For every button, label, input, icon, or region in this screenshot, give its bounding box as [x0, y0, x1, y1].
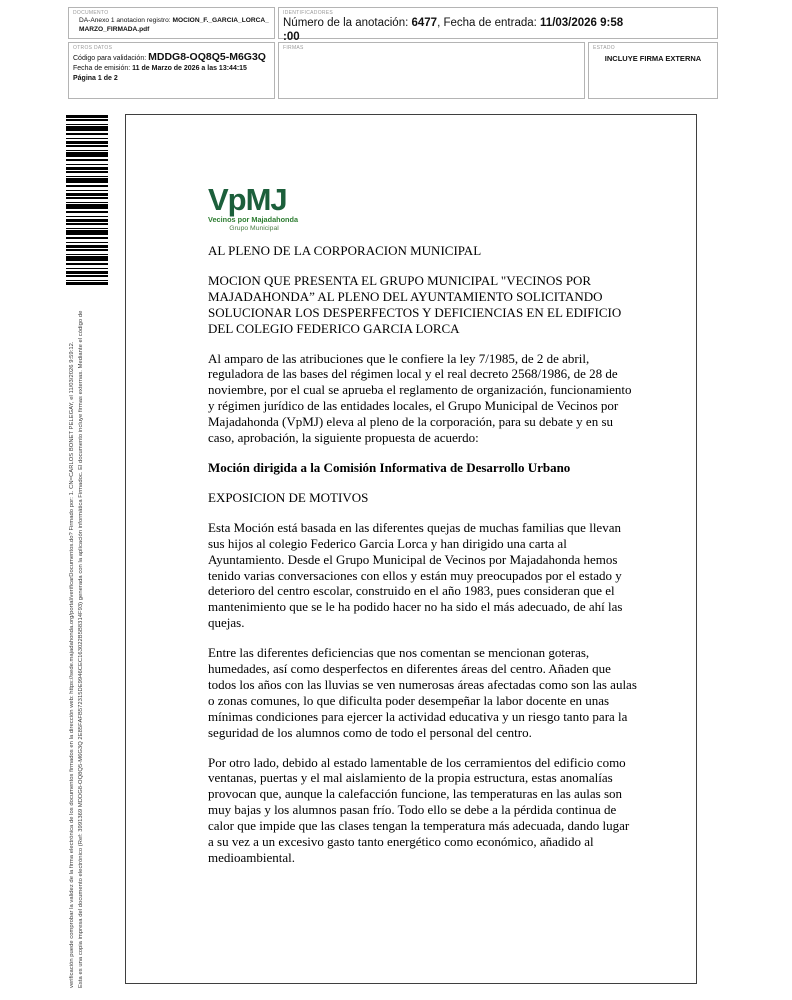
- fecha-entrada-value: 11/03/2026 9:58: [540, 17, 624, 29]
- verification-vertical-text-inner: Esta es una copia impresa del documento electrónico (Ref: 3991369 MDDG8-OQ8Q5-M6G3Q 2E85FAFB572315DE9946CEC163022B5B8314F93) generada con la aplicación informática Firmadoc. El documento incluye firmas externas. Mediante el código de: [78, 310, 84, 988]
- documento-value: [73, 17, 270, 34]
- fecha-entrada-continuation: :00: [283, 30, 300, 43]
- paragraph-deficiencias: Entre las diferentes deficiencias que nos comentan se mencionan goteras, humedades, así como desperfectos en diferentes áreas del centro. Añaden que todos los años con las lluvias se ven numerosas áreas afectadas como son las aulas o zonas comunes, lo que dificulta poder desempeñar la labor docente en unas mínimas condiciones para ejercer la actividad educativa y un riesgo tanto para la seguridad de los alumnos como de todo el personal del centro.: [208, 645, 637, 740]
- pagina-indicator: Página 1 de 2: [73, 75, 118, 82]
- documento-filename: MOCION_F._GARCIA_LORCA_MARZO_FIRMADA.pdf: [79, 17, 269, 33]
- document-body: [208, 243, 638, 866]
- document-page: [125, 114, 697, 984]
- fecha-emision-value: 11 de Marzo de 2026 a las 13:44:15: [132, 65, 247, 72]
- vpmj-logo-subtitle: Vecinos por Majadahonda: [208, 215, 299, 224]
- documento-prefix: DA-Anexo 1 anotacion registro:: [79, 17, 173, 24]
- barcode: [66, 115, 108, 285]
- otros-datos-box: [68, 42, 275, 99]
- firmas-label: FIRMAS: [283, 45, 304, 51]
- paragraph-exposicion-heading: EXPOSICION DE MOTIVOS: [208, 489, 369, 505]
- paragraph-amparo: Al amparo de las atribuciones que le confiere la ley 7/1985, de 2 de abril, reguladora de las bases del régimen local y el real decreto 2568/1986, de 28 de noviembre, por el cual se aprueba el reglamento de organización, funcionamiento y régimen jurídico de las entidades locales, el Grupo Municipal de Vecinos por Majadahonda (VpMJ) eleva al pleno de la corporación, para su debate y en su caso, aprobación, la siguiente propuesta de acuerdo:: [208, 350, 632, 446]
- anotacion-number: 6477: [411, 17, 438, 29]
- documento-box: [68, 7, 275, 39]
- vpmj-logo-group: Grupo Municipal: [229, 225, 279, 232]
- fecha-emision-label: Fecha de emisión:: [73, 65, 133, 72]
- vpmj-logo: [208, 182, 318, 233]
- paragraph-mocion-title: MOCION QUE PRESENTA EL GRUPO MUNICIPAL "VECINOS POR MAJADAHONDA” AL PLENO DEL AYUNTAMIENTO SOLICITANDO SOLUCIONAR LOS DESPERFECTOS Y DEFICIENCIAS EN EL EDIFICIO DEL COLEGIO FEDERICO GARCIA LORCA: [208, 272, 622, 336]
- estado-box: [588, 42, 718, 99]
- codigo-validacion-value: MDDG8-OQ8Q5-M6G3Q: [148, 51, 266, 63]
- estado-label: ESTADO: [593, 45, 615, 51]
- otros-datos-label: OTROS DATOS: [73, 45, 113, 51]
- verification-vertical-text-outer: verificación puede comprobar la validez de la firma electrónica de los documentos firmados en la dirección web: https://sede.majadahonda.org/portal/verificarDocumentos.do? Firmado por: 1. CN=CARLOS BONET PELEGAY, el 11/03/2026 9:59:12.: [69, 341, 75, 988]
- anotacion-num-label: Número de la anotación:: [283, 17, 412, 29]
- codigo-validacion-line: [73, 52, 270, 64]
- anotacion-line: [283, 17, 713, 31]
- document-heading: AL PLENO DE LA CORPORACION MUNICIPAL: [208, 243, 482, 258]
- identificadores-label: IDENTIFICADORES: [283, 10, 334, 16]
- fecha-emision-line: [73, 64, 270, 74]
- paragraph-cerramientos: Por otro lado, debido al estado lamentable de los cerramientos del edificio como ventanas, puertas y el mal aislamiento de la propia estructura, estas anomalías provocan que, aunque la calefacción funcione, las temperaturas en las aulas son muy bajas y los alumnos pasan frío. Todo ello se debe a la pérdida continua de calor que impide que las clases tengan la temperatura más adecuada, dando lugar a su vez a un excesivo gasto tanto energético como económico, añadido al medioambiental.: [208, 754, 630, 865]
- codigo-validacion-label: Código para validación:: [73, 55, 149, 62]
- estado-value: INCLUYE FIRMA EXTERNA: [604, 54, 702, 63]
- fecha-entrada-label: , Fecha de entrada:: [437, 17, 541, 29]
- documento-label: DOCUMENTO: [73, 10, 109, 16]
- vpmj-logo-text: VpMJ: [208, 182, 287, 217]
- identificadores-box: [278, 7, 718, 43]
- paragraph-comision: Moción dirigida a la Comisión Informativa de Desarrollo Urbano: [208, 459, 571, 475]
- firmas-box: [278, 42, 585, 99]
- paragraph-quejas: Esta Moción está basada en las diferentes quejas de muchas familias que llevan sus hijos al colegio Federico Garcia Lorca y han dirigido una carta al Ayuntamiento. Desde el Grupo Municipal de Vecinos por Majadahonda hemos tenido varias conversaciones con ellos y están muy preocupados por el estado y deterioro del centro escolar, construido en el año 1983, pues consideran que el mantenimiento que se le ha podido hacer no ha sido el más adecuado, de ahí las quejas.: [208, 519, 623, 631]
